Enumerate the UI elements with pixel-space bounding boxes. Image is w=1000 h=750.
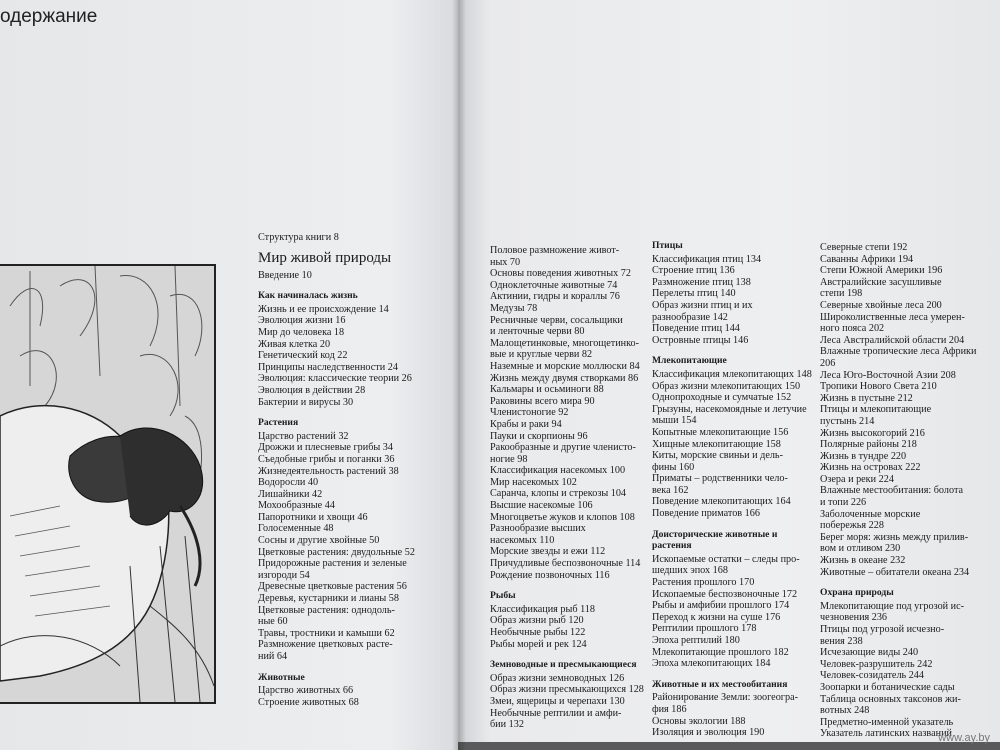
toc-entry[interactable]: Степи Южной Америки 196 — [820, 265, 943, 277]
toc-entry[interactable]: Животные – обитатели океана 234 — [820, 566, 970, 578]
toc-entry[interactable]: Генетический код 22 — [258, 350, 348, 362]
toc-entry[interactable]: Поведение приматов 166 — [652, 508, 760, 520]
toc-entry[interactable]: Полярные районы 218 — [820, 439, 917, 451]
toc-entry[interactable]: Влажные тропические леса Африки — [820, 346, 977, 358]
toc-entry[interactable]: Лишайники 42 — [258, 488, 323, 500]
toc-entry[interactable]: ные 60 — [258, 616, 288, 628]
toc-entry[interactable]: Эволюция в действии 28 — [258, 384, 366, 396]
toc-entry[interactable]: Царство растений 32 — [258, 430, 349, 442]
toc-entry[interactable]: ного пояса 202 — [820, 323, 885, 335]
toc-entry[interactable]: Тропики Нового Света 210 — [820, 381, 937, 393]
contents-column-3 — [652, 240, 817, 739]
toc-entry[interactable]: Растения прошлого 170 — [652, 577, 755, 589]
toc-entry[interactable]: чезновения 236 — [820, 612, 888, 624]
toc-entry[interactable]: Образ жизни птиц и их — [652, 299, 753, 311]
toc-entry[interactable]: Копытные млекопитающие 156 — [652, 426, 789, 438]
section-heading: Земноводные и пресмыкающиеся — [490, 659, 637, 671]
toc-entry[interactable]: Австралийские засушливые — [820, 276, 942, 288]
toc-entry[interactable]: Леса Австралийской области 204 — [820, 334, 965, 346]
toc-entry[interactable]: Жизнь и ее происхождение 14 — [258, 303, 389, 315]
toc-entry[interactable]: Классификация рыб 118 — [490, 603, 595, 615]
toc-entry[interactable]: Мохообразные 44 — [258, 500, 335, 512]
toc-entry[interactable]: ных 70 — [490, 256, 521, 268]
toc-entry[interactable]: Птицы и млекопитающие — [820, 404, 932, 416]
toc-entry[interactable]: Озера и реки 224 — [820, 473, 894, 485]
toc-entry[interactable]: Змеи, ящерицы и черепахи 130 — [490, 695, 625, 707]
toc-entry[interactable]: Берег моря: жизнь между прилив- — [820, 531, 969, 543]
toc-entry[interactable]: Жизнедеятельность растений 38 — [258, 465, 399, 477]
toc-entry[interactable]: Наземные и морские моллюски 84 — [490, 360, 640, 372]
contents-column-1 — [258, 232, 458, 708]
toc-entry[interactable]: Актинии, гидры и кораллы 76 — [490, 291, 620, 303]
toc-entry[interactable]: Мир насекомых 102 — [490, 476, 577, 488]
toc-entry[interactable]: Жизнь в тундре 220 — [820, 450, 907, 462]
toc-entry[interactable]: Однопроходные и сумчатые 152 — [652, 392, 792, 404]
toc-entry[interactable]: Морские звезды и ежи 112 — [490, 546, 606, 558]
toc-entry[interactable]: вом и отливом 230 — [820, 543, 901, 555]
toc-entry[interactable]: Ископаемые остатки – следы про- — [652, 553, 800, 565]
toc-entry[interactable]: Цветковые растения: двудольные 52 — [258, 546, 415, 558]
toc-entry[interactable]: Районирование Земли: зоогеогра- — [652, 692, 798, 704]
toc-entry[interactable]: и ленточные черви 80 — [490, 326, 585, 338]
toc-entry[interactable]: и топи 226 — [820, 497, 867, 509]
contents-column-4 — [820, 242, 998, 740]
toc-entry[interactable]: Классификация птиц 134 — [652, 253, 762, 265]
toc-entry[interactable]: Размножение птиц 138 — [652, 276, 751, 288]
toc-entry[interactable]: Островные птицы 146 — [652, 334, 749, 346]
toc-entry[interactable]: Эпоха млекопитающих 184 — [652, 658, 771, 670]
toc-entry[interactable]: Ресничные черви, сосальщики — [490, 314, 623, 326]
toc-entry[interactable]: Зоопарки и ботанические сады — [820, 681, 955, 693]
toc-entry[interactable]: Рыбы морей и рек 124 — [490, 638, 587, 650]
toc-entry[interactable]: Высшие насекомые 106 — [490, 500, 593, 512]
toc-entry[interactable]: Переход к жизни на суше 176 — [652, 611, 781, 623]
toc-entry[interactable]: бии 132 — [490, 719, 524, 731]
toc-entry[interactable]: Цветковые растения: однодоль- — [258, 604, 395, 616]
toc-entry[interactable]: степи 198 — [820, 288, 863, 300]
toc-entry[interactable]: Размножение цветковых расте- — [258, 639, 393, 651]
toc-entry[interactable]: Изоляция и эволюция 190 — [652, 727, 765, 739]
toc-entry[interactable]: Образ жизни пресмыкающихся 128 — [490, 684, 644, 696]
section-heading: Охрана природы — [820, 587, 894, 599]
toc-entry[interactable]: Образ жизни земноводных 126 — [490, 672, 625, 684]
toc-entry[interactable]: Строение птиц 136 — [652, 265, 735, 277]
toc-entry[interactable]: Структура книги 8 — [258, 232, 339, 243]
toc-entry[interactable]: Голосеменные 48 — [258, 523, 334, 535]
toc-entry[interactable]: Жизнь в океане 232 — [820, 555, 906, 567]
toc-entry[interactable]: Саванны Африки 194 — [820, 253, 914, 265]
toc-entry[interactable]: Человек-разрушитель 242 — [820, 658, 933, 670]
toc-entry[interactable]: Папоротники и хвощи 46 — [258, 511, 368, 523]
toc-entry[interactable]: изгороди 54 — [258, 569, 310, 581]
watermark: www.ay.by — [938, 732, 990, 744]
toc-entry[interactable]: Ископаемые беспозвоночные 172 — [652, 588, 798, 600]
toc-entry[interactable]: Пауки и скорпионы 96 — [490, 430, 588, 442]
toc-entry[interactable]: Указатель латинских названий — [820, 728, 952, 740]
toc-entry[interactable]: Таблица основных таксонов жи- — [820, 693, 961, 705]
toc-entry[interactable]: Грызуны, насекомоядные и летучие — [652, 403, 807, 415]
toc-entry[interactable]: Северные степи 192 — [820, 242, 908, 253]
toc-entry[interactable]: 206 — [820, 357, 836, 369]
section-heading: Млекопитающие — [652, 355, 727, 367]
part-title: Мир живой природы — [258, 249, 392, 266]
toc-entry[interactable]: Леса Юго-Восточной Азии 208 — [820, 369, 956, 381]
toc-entry[interactable]: Членистоногие 92 — [490, 407, 569, 419]
toc-entry[interactable]: фины 160 — [652, 461, 695, 473]
toc-entry[interactable]: Исчезающие виды 240 — [820, 647, 919, 659]
toc-entry[interactable]: Жизнь между двумя створками 86 — [490, 372, 639, 384]
toc-entry[interactable]: Деревья, кустарники и лианы 58 — [258, 593, 399, 605]
toc-entry[interactable]: Образ жизни рыб 120 — [490, 615, 584, 627]
toc-entry[interactable]: Широколиственные леса умерен- — [820, 311, 965, 323]
toc-entry[interactable]: Основы экологии 188 — [652, 715, 746, 727]
toc-entry[interactable]: Образ жизни млекопитающих 150 — [652, 380, 801, 392]
toc-entry[interactable]: Кальмары и осьминоги 88 — [490, 384, 604, 396]
toc-entry[interactable]: Малощетинковые, многощетинко- — [490, 337, 640, 349]
toc-entry[interactable]: Многоцветье жуков и клопов 108 — [490, 511, 635, 523]
toc-entry[interactable]: Крабы и раки 94 — [490, 418, 562, 430]
toc-entry[interactable]: Влажные местообитания: болота — [820, 485, 964, 497]
toc-entry[interactable]: Травы, тростники и камыши 62 — [258, 627, 395, 639]
toc-entry[interactable]: фия 186 — [652, 703, 687, 715]
toc-entry[interactable]: Съедобные грибы и поганки 36 — [258, 453, 395, 465]
toc-entry[interactable]: Древесные цветковые растения 56 — [258, 581, 407, 593]
contents-heading: одержание — [0, 6, 98, 27]
toc-entry[interactable]: разнообразие 142 — [652, 311, 728, 323]
toc-entry[interactable]: Половое размножение живот- — [490, 245, 620, 256]
toc-entry[interactable]: Северные хвойные леса 200 — [820, 299, 942, 311]
toc-entry[interactable]: Строение животных 68 — [258, 696, 359, 708]
toc-entry[interactable]: Рождение позвоночных 116 — [490, 569, 610, 581]
toc-entry[interactable]: Перелеты птиц 140 — [652, 288, 736, 300]
toc-entry[interactable]: насекомых 110 — [490, 534, 555, 546]
toc-entry[interactable]: шедших эпох 168 — [652, 565, 728, 577]
toc-entry[interactable]: Рептилии прошлого 178 — [652, 623, 757, 635]
toc-entry[interactable]: Жизнь высокогорий 216 — [820, 427, 925, 439]
toc-entry[interactable]: Эволюция жизни 16 — [258, 315, 346, 327]
section-heading: Птицы — [652, 240, 683, 251]
toc-entry[interactable]: Саранча, клопы и стрекозы 104 — [490, 488, 627, 500]
toc-entry[interactable]: Жизнь в пустыне 212 — [820, 392, 913, 404]
toc-entry[interactable]: Медузы 78 — [490, 302, 538, 314]
toc-entry[interactable]: Живая клетка 20 — [258, 338, 331, 350]
toc-entry[interactable]: Бактерии и вирусы 30 — [258, 396, 354, 408]
section-heading: Как начиналась жизнь — [258, 290, 358, 302]
toc-entry[interactable]: вения 238 — [820, 635, 863, 647]
toc-entry[interactable]: Млекопитающие под угрозой ис- — [820, 600, 965, 612]
toc-entry[interactable]: Эпоха рептилий 180 — [652, 635, 740, 646]
toc-entry[interactable]: Приматы – родственники чело- — [652, 473, 788, 485]
toc-entry[interactable]: Жизнь на островах 222 — [820, 462, 921, 474]
toc-entry[interactable]: Введение 10 — [258, 269, 312, 281]
toc-entry[interactable]: Поведение птиц 144 — [652, 323, 740, 335]
toc-entry[interactable]: Эволюция: классические теории 26 — [258, 373, 412, 385]
toc-entry[interactable]: века 162 — [652, 484, 689, 496]
toc-entry[interactable]: побережья 228 — [820, 520, 884, 532]
section-heading: Животные и их местообитания — [652, 678, 788, 690]
toc-entry[interactable]: Классификация насекомых 100 — [490, 465, 626, 477]
toc-entry[interactable]: вотных 248 — [820, 705, 870, 717]
toc-entry[interactable]: Одноклеточные животные 74 — [490, 279, 618, 291]
toc-entry[interactable]: Заболоченные морские — [820, 508, 921, 520]
toc-entry[interactable]: Раковины всего мира 90 — [490, 395, 595, 407]
toc-entry[interactable]: Человек-созидатель 244 — [820, 670, 924, 682]
toc-entry[interactable]: Мир до человека 18 — [258, 326, 345, 338]
toc-entry[interactable]: Млекопитающие прошлого 182 — [652, 646, 789, 658]
toc-entry[interactable]: Принципы наследственности 24 — [258, 361, 398, 373]
illustration-lion-and-monkey — [0, 264, 216, 704]
toc-entry[interactable]: Основы поведения животных 72 — [490, 268, 631, 280]
contents-column-2 — [490, 245, 650, 731]
section-heading: Растения — [258, 417, 299, 429]
toc-entry[interactable]: Сосны и другие хвойные 50 — [258, 535, 380, 547]
section-heading: Животные — [258, 671, 305, 683]
section-heading: Доисторические животные и растения — [652, 528, 778, 552]
toc-entry[interactable]: пустынь 214 — [820, 415, 875, 427]
toc-entry[interactable]: Дрожжи и плесневые грибы 34 — [258, 442, 393, 454]
toc-entry[interactable]: Киты, морские свиньи и дель- — [652, 450, 783, 462]
toc-entry[interactable]: Необычные рептилии и амфи- — [490, 707, 622, 719]
toc-entry[interactable]: вые и круглые черви 82 — [490, 349, 593, 361]
section-heading: Рыбы — [490, 590, 516, 602]
engraving-image — [0, 266, 214, 702]
toc-entry[interactable]: Рыбы и амфибии прошлого 174 — [652, 600, 790, 612]
toc-entry[interactable]: Необычные рыбы 122 — [490, 627, 586, 638]
toc-entry[interactable]: ний 64 — [258, 651, 288, 662]
toc-entry[interactable]: Ракообразные и другие членисто- — [490, 442, 636, 454]
toc-entry[interactable]: Предметно-именной указатель — [820, 716, 954, 728]
toc-entry[interactable]: Птицы под угрозой исчезно- — [820, 624, 945, 635]
toc-entry[interactable]: Водоросли 40 — [258, 477, 319, 489]
toc-entry[interactable]: ногие 98 — [490, 453, 528, 465]
toc-entry[interactable]: Царство животных 66 — [258, 685, 354, 697]
toc-entry[interactable]: Поведение млекопитающих 164 — [652, 496, 791, 508]
toc-entry[interactable]: Разнообразие высших — [490, 523, 586, 535]
toc-entry[interactable]: Причудливые беспозвоночные 114 — [490, 558, 641, 570]
toc-entry[interactable]: Придорожные растения и зеленые — [258, 558, 407, 570]
toc-entry[interactable]: Хищные млекопитающие 158 — [652, 438, 781, 450]
toc-entry[interactable]: мыши 154 — [652, 415, 697, 427]
toc-entry[interactable]: Классификация млекопитающих 148 — [652, 368, 812, 380]
